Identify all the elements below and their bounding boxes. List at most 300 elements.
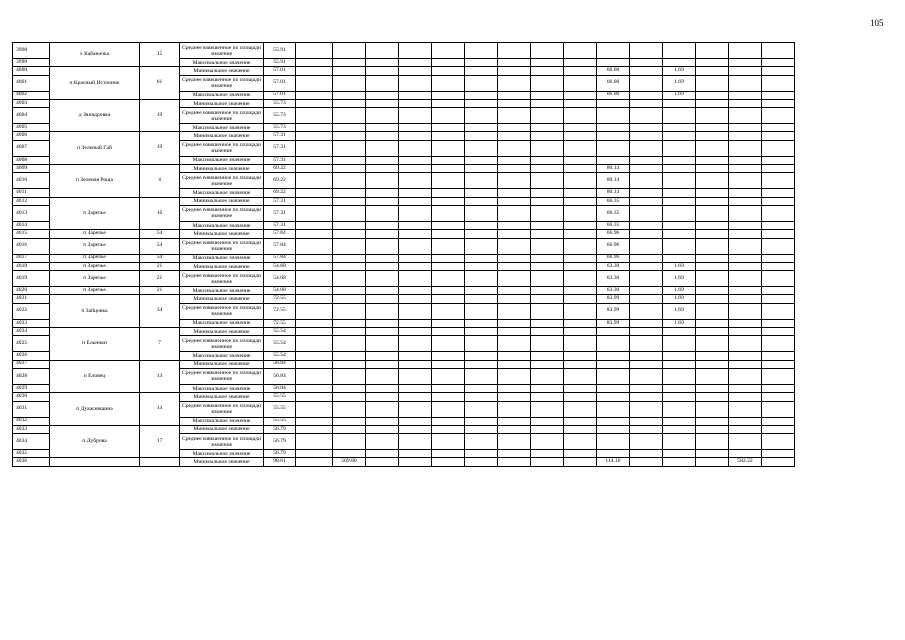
value-cell <box>762 165 795 173</box>
value-cell <box>366 287 399 295</box>
value-cell <box>333 262 366 270</box>
value-cell <box>663 254 696 262</box>
value-cell <box>432 287 465 295</box>
settlement-cell: п Еловец <box>50 360 140 393</box>
value-cell <box>465 173 498 189</box>
value-cell <box>498 67 531 75</box>
value-cell <box>762 189 795 197</box>
value-cell <box>296 262 333 270</box>
value-cell <box>696 328 729 336</box>
value-cell <box>333 156 366 164</box>
value-cell <box>296 99 333 107</box>
value-cell <box>663 401 696 417</box>
value-cell <box>762 271 795 287</box>
value-cell <box>630 360 663 368</box>
value-cell <box>366 156 399 164</box>
value-type-cell: Среднее взвешенное по площади значение <box>180 303 264 319</box>
value-cell: 55.73 <box>264 124 296 132</box>
value-cell <box>663 108 696 124</box>
value-cell <box>531 368 564 384</box>
value-cell: 66.00 <box>597 75 630 91</box>
value-cell <box>564 368 597 384</box>
value-cell <box>296 108 333 124</box>
value-cell <box>630 417 663 425</box>
value-cell <box>564 360 597 368</box>
population-cell: 16 <box>140 197 180 230</box>
value-cell <box>498 230 531 238</box>
value-cell <box>531 262 564 270</box>
value-cell <box>498 75 531 91</box>
value-cell <box>630 352 663 360</box>
value-cell <box>729 67 762 75</box>
value-type-cell: Минимальное значение <box>180 262 264 270</box>
value-cell <box>630 189 663 197</box>
value-cell <box>465 197 498 205</box>
value-cell: 57.01 <box>264 75 296 91</box>
population-cell: 17 <box>140 425 180 458</box>
value-cell <box>564 173 597 189</box>
value-cell <box>296 368 333 384</box>
table-row <box>13 393 795 401</box>
value-cell <box>729 230 762 238</box>
value-cell <box>663 425 696 433</box>
value-cell <box>432 368 465 384</box>
value-cell <box>762 458 795 466</box>
value-cell: 56.84 <box>264 368 296 384</box>
value-cell <box>465 393 498 401</box>
value-cell <box>296 173 333 189</box>
value-cell <box>531 352 564 360</box>
value-cell <box>399 124 432 132</box>
value-cell <box>564 458 597 466</box>
table-row <box>13 295 795 303</box>
value-cell <box>498 401 531 417</box>
value-cell <box>498 384 531 392</box>
value-type-cell: Среднее взвешенное по площади значение <box>180 336 264 352</box>
row-number-cell: 4017 <box>13 254 50 262</box>
row-number-cell: 4021 <box>13 295 50 303</box>
table-row <box>13 425 795 433</box>
value-cell <box>399 271 432 287</box>
value-cell <box>498 99 531 107</box>
value-cell <box>399 287 432 295</box>
value-cell <box>366 360 399 368</box>
value-cell <box>597 417 630 425</box>
value-cell <box>498 140 531 156</box>
value-cell <box>296 336 333 352</box>
value-cell <box>663 417 696 425</box>
value-cell <box>564 303 597 319</box>
value-cell <box>432 417 465 425</box>
row-number-cell: 4025 <box>13 336 50 352</box>
value-cell <box>296 417 333 425</box>
value-cell: 66.35 <box>597 197 630 205</box>
value-cell <box>531 75 564 91</box>
value-cell: 57.01 <box>264 91 296 99</box>
value-cell <box>465 368 498 384</box>
value-cell <box>531 450 564 458</box>
value-cell <box>296 156 333 164</box>
value-cell <box>762 450 795 458</box>
value-cell <box>333 450 366 458</box>
value-cell <box>630 91 663 99</box>
value-cell: 56.79 <box>264 434 296 450</box>
value-cell <box>432 336 465 352</box>
table-row <box>13 458 795 466</box>
value-cell <box>564 328 597 336</box>
value-cell <box>531 417 564 425</box>
value-cell: 54.68 <box>264 271 296 287</box>
value-cell <box>432 43 465 59</box>
value-cell <box>333 205 366 221</box>
row-number-cell: 4005 <box>13 124 50 132</box>
value-cell <box>729 393 762 401</box>
value-cell <box>498 450 531 458</box>
value-cell <box>696 319 729 327</box>
value-cell <box>663 393 696 401</box>
value-cell <box>399 205 432 221</box>
value-cell <box>630 221 663 229</box>
value-cell <box>366 108 399 124</box>
value-cell <box>296 303 333 319</box>
value-cell <box>498 360 531 368</box>
value-cell <box>729 434 762 450</box>
settlement-cell: п Дукасевщина <box>50 393 140 426</box>
value-cell <box>696 336 729 352</box>
value-cell <box>564 59 597 67</box>
value-cell <box>762 352 795 360</box>
value-cell: 54.68 <box>264 262 296 270</box>
value-cell <box>399 173 432 189</box>
value-cell <box>296 67 333 75</box>
row-number-cell: 4002 <box>13 91 50 99</box>
population-cell: 21 <box>140 287 180 295</box>
value-cell <box>762 67 795 75</box>
value-cell <box>399 238 432 254</box>
value-cell: 55.54 <box>264 336 296 352</box>
value-cell <box>762 254 795 262</box>
value-cell: 1.69 <box>663 295 696 303</box>
value-cell <box>729 401 762 417</box>
value-cell <box>465 75 498 91</box>
value-cell <box>465 417 498 425</box>
value-cell <box>762 108 795 124</box>
value-type-cell: Минимальное значение <box>180 458 264 466</box>
value-cell <box>498 197 531 205</box>
value-cell <box>762 368 795 384</box>
population-cell <box>140 458 180 466</box>
value-cell <box>366 303 399 319</box>
value-cell <box>498 368 531 384</box>
value-cell <box>465 67 498 75</box>
population-cell: 4 <box>140 165 180 198</box>
value-cell <box>729 132 762 140</box>
table-row <box>13 360 795 368</box>
value-cell: 83.99 <box>597 303 630 319</box>
value-cell <box>531 189 564 197</box>
value-cell <box>696 434 729 450</box>
value-cell <box>696 165 729 173</box>
value-cell: 72.55 <box>264 319 296 327</box>
value-cell <box>663 450 696 458</box>
value-cell <box>564 221 597 229</box>
value-cell: 55.55 <box>264 401 296 417</box>
value-cell <box>333 67 366 75</box>
value-cell <box>564 319 597 327</box>
value-cell <box>531 303 564 319</box>
value-cell <box>333 393 366 401</box>
value-cell <box>729 108 762 124</box>
value-cell: 57.31 <box>264 205 296 221</box>
value-cell <box>399 360 432 368</box>
table-row <box>13 197 795 205</box>
value-cell: 57.31 <box>264 221 296 229</box>
value-cell <box>296 205 333 221</box>
value-cell: 63.30 <box>597 271 630 287</box>
value-cell <box>399 189 432 197</box>
value-cell <box>333 108 366 124</box>
value-cell <box>366 165 399 173</box>
value-cell: 57.31 <box>264 132 296 140</box>
value-cell <box>465 384 498 392</box>
value-cell <box>630 319 663 327</box>
value-cell <box>498 262 531 270</box>
value-cell <box>696 368 729 384</box>
value-cell <box>729 156 762 164</box>
value-cell <box>296 352 333 360</box>
settlement-cell: п Ельники <box>50 328 140 361</box>
value-cell: 69.22 <box>264 173 296 189</box>
row-number-cell: 4014 <box>13 221 50 229</box>
value-cell: 69.22 <box>264 165 296 173</box>
value-cell: 55.91 <box>264 59 296 67</box>
value-cell <box>465 352 498 360</box>
value-cell <box>630 287 663 295</box>
value-cell: 66.35 <box>597 221 630 229</box>
value-cell <box>465 132 498 140</box>
value-cell <box>333 254 366 262</box>
value-cell <box>531 393 564 401</box>
row-number-cell: 4013 <box>13 205 50 221</box>
value-cell <box>564 132 597 140</box>
value-cell <box>498 221 531 229</box>
value-cell: 1.69 <box>663 75 696 91</box>
value-cell <box>399 262 432 270</box>
value-cell <box>296 319 333 327</box>
value-cell <box>564 99 597 107</box>
value-cell <box>729 165 762 173</box>
value-cell: 54.68 <box>264 287 296 295</box>
value-cell <box>696 384 729 392</box>
value-cell <box>366 230 399 238</box>
value-cell <box>366 221 399 229</box>
value-cell <box>333 368 366 384</box>
settlement-cell: п Зеленая Роща <box>50 165 140 198</box>
value-cell <box>432 59 465 67</box>
value-cell <box>597 99 630 107</box>
value-cell <box>663 197 696 205</box>
value-cell <box>296 434 333 450</box>
value-cell <box>597 108 630 124</box>
value-cell: 55.73 <box>264 99 296 107</box>
value-cell <box>399 417 432 425</box>
value-cell <box>366 336 399 352</box>
row-number-cell: 4008 <box>13 156 50 164</box>
value-cell <box>729 99 762 107</box>
value-cell <box>597 368 630 384</box>
value-cell <box>465 156 498 164</box>
value-cell: 66.00 <box>597 67 630 75</box>
value-cell <box>366 140 399 156</box>
value-cell <box>696 287 729 295</box>
value-cell <box>399 254 432 262</box>
value-cell <box>663 205 696 221</box>
value-cell <box>465 458 498 466</box>
value-cell <box>663 458 696 466</box>
row-number-cell: 4018 <box>13 262 50 270</box>
value-cell <box>564 384 597 392</box>
value-cell <box>729 287 762 295</box>
value-cell <box>696 360 729 368</box>
value-type-cell: Минимальное значение <box>180 132 264 140</box>
row-number-cell: 4006 <box>13 132 50 140</box>
value-cell <box>465 108 498 124</box>
value-cell <box>432 458 465 466</box>
value-cell <box>296 450 333 458</box>
value-cell: 80.14 <box>597 173 630 189</box>
value-cell <box>531 295 564 303</box>
value-cell <box>729 271 762 287</box>
value-cell <box>296 295 333 303</box>
value-cell <box>663 156 696 164</box>
settlement-cell: д Звиядровка <box>50 99 140 132</box>
row-number-cell: 4032 <box>13 417 50 425</box>
value-cell <box>663 336 696 352</box>
value-cell <box>630 458 663 466</box>
value-cell <box>663 59 696 67</box>
value-cell <box>296 75 333 91</box>
value-cell: 80.14 <box>597 189 630 197</box>
value-cell <box>432 384 465 392</box>
value-cell <box>564 238 597 254</box>
value-cell <box>696 401 729 417</box>
value-cell <box>564 295 597 303</box>
value-cell <box>696 238 729 254</box>
value-cell <box>564 434 597 450</box>
value-cell: 83.99 <box>597 295 630 303</box>
value-cell <box>296 458 333 466</box>
value-cell <box>296 221 333 229</box>
value-cell <box>696 197 729 205</box>
value-type-cell: Минимальное значение <box>180 360 264 368</box>
value-cell <box>762 262 795 270</box>
row-number-cell: 4027 <box>13 360 50 368</box>
value-cell <box>333 75 366 91</box>
row-number-cell: 4011 <box>13 189 50 197</box>
value-cell <box>729 173 762 189</box>
value-cell <box>762 156 795 164</box>
value-cell <box>432 230 465 238</box>
value-cell <box>296 189 333 197</box>
value-cell <box>333 352 366 360</box>
table-row <box>13 132 795 140</box>
value-cell <box>465 91 498 99</box>
value-cell <box>597 132 630 140</box>
settlement-cell: п Заречье <box>50 287 140 295</box>
value-cell <box>531 173 564 189</box>
value-cell <box>597 156 630 164</box>
value-cell <box>729 124 762 132</box>
value-cell <box>498 124 531 132</box>
value-cell <box>696 295 729 303</box>
value-cell <box>762 360 795 368</box>
value-cell <box>465 59 498 67</box>
value-cell <box>762 417 795 425</box>
value-cell <box>630 328 663 336</box>
value-cell <box>399 43 432 59</box>
value-type-cell: Среднее взвешенное по площади значение <box>180 43 264 59</box>
settlement-cell <box>50 458 140 466</box>
value-cell <box>630 384 663 392</box>
value-cell <box>498 336 531 352</box>
value-cell <box>597 450 630 458</box>
value-cell <box>564 156 597 164</box>
value-cell <box>630 401 663 417</box>
value-cell <box>696 271 729 287</box>
population-cell: 61 <box>140 67 180 100</box>
value-cell <box>432 91 465 99</box>
value-type-cell: Максимальное значение <box>180 384 264 392</box>
value-cell <box>498 189 531 197</box>
value-cell <box>630 124 663 132</box>
value-cell <box>296 393 333 401</box>
value-cell <box>531 458 564 466</box>
value-cell <box>762 401 795 417</box>
row-number-cell: 4016 <box>13 238 50 254</box>
value-cell <box>762 124 795 132</box>
value-cell <box>696 173 729 189</box>
settlement-cell: п Красный Источник <box>50 67 140 100</box>
value-cell: 83.99 <box>597 319 630 327</box>
value-cell <box>564 271 597 287</box>
value-cell <box>296 230 333 238</box>
value-cell <box>531 425 564 433</box>
value-cell <box>465 328 498 336</box>
value-cell <box>366 197 399 205</box>
value-cell <box>432 99 465 107</box>
value-type-cell: Среднее взвешенное по площади значение <box>180 401 264 417</box>
value-cell <box>696 230 729 238</box>
value-cell <box>399 221 432 229</box>
value-cell <box>630 303 663 319</box>
value-cell <box>630 425 663 433</box>
value-cell: 1.69 <box>663 271 696 287</box>
value-cell <box>498 43 531 59</box>
value-cell <box>564 75 597 91</box>
value-cell <box>630 75 663 91</box>
value-cell <box>729 352 762 360</box>
value-cell <box>696 458 729 466</box>
value-cell <box>333 238 366 254</box>
value-type-cell: Максимальное значение <box>180 319 264 327</box>
value-cell <box>663 140 696 156</box>
row-number-cell: 4003 <box>13 99 50 107</box>
value-cell: 55.73 <box>264 108 296 124</box>
value-cell: 57.84 <box>264 254 296 262</box>
value-cell <box>333 319 366 327</box>
value-cell <box>366 173 399 189</box>
value-cell <box>531 360 564 368</box>
